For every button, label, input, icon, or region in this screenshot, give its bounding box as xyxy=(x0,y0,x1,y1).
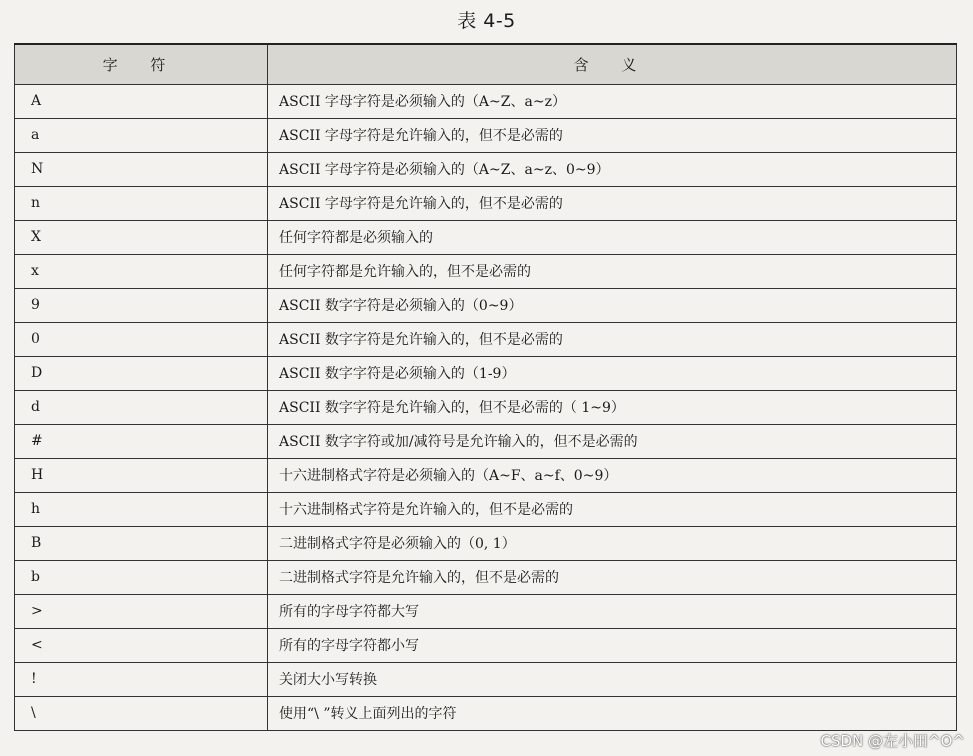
table-body xyxy=(15,84,957,730)
meaning-cell: ASCII 数字字符是允许输入的，但不是必需的 xyxy=(268,322,957,356)
character-cell: d xyxy=(15,390,268,424)
character-cell: ! xyxy=(15,662,268,696)
table-row xyxy=(15,84,957,118)
table-row xyxy=(15,254,957,288)
meaning-cell: ASCII 数字字符是必须输入的（0~9） xyxy=(268,288,957,322)
table-row xyxy=(15,152,957,186)
meaning-cell: ASCII 数字字符或加/减符号是允许输入的，但不是必需的 xyxy=(268,424,957,458)
character-cell: H xyxy=(15,458,268,492)
character-cell: < xyxy=(15,628,268,662)
character-cell: a xyxy=(15,118,268,152)
table-row xyxy=(15,424,957,458)
table-row xyxy=(15,220,957,254)
table-caption: 表 4-5 xyxy=(457,10,516,32)
table-row xyxy=(15,458,957,492)
character-cell: X xyxy=(15,220,268,254)
character-cell: 0 xyxy=(15,322,268,356)
character-cell: D xyxy=(15,356,268,390)
character-cell: > xyxy=(15,594,268,628)
character-cell: b xyxy=(15,560,268,594)
meaning-cell: 任何字符都是允许输入的，但不是必需的 xyxy=(268,254,957,288)
table-row xyxy=(15,288,957,322)
table-row xyxy=(15,322,957,356)
meaning-cell: 十六进制格式字符是必须输入的（A~F、a~f、0~9） xyxy=(268,458,957,492)
character-cell: x xyxy=(15,254,268,288)
character-cell: \ xyxy=(15,696,268,730)
meaning-cell: 关闭大小写转换 xyxy=(268,662,957,696)
table-row xyxy=(15,662,957,696)
table-row xyxy=(15,118,957,152)
table-row xyxy=(15,628,957,662)
character-cell: h xyxy=(15,492,268,526)
meaning-cell: ASCII 数字字符是必须输入的（1-9） xyxy=(268,356,957,390)
meaning-cell: 任何字符都是必须输入的 xyxy=(268,220,957,254)
meaning-cell: 使用“\ ”转义上面列出的字符 xyxy=(268,696,957,730)
header-meaning: 含 义 xyxy=(268,44,957,84)
header-row xyxy=(15,44,957,84)
character-cell: B xyxy=(15,526,268,560)
table-row xyxy=(15,356,957,390)
character-cell: N xyxy=(15,152,268,186)
meaning-cell: ASCII 字母字符是必须输入的（A~Z、a~z、0~9） xyxy=(268,152,957,186)
character-cell: A xyxy=(15,84,268,118)
table-row xyxy=(15,186,957,220)
meaning-cell: 所有的字母字符都大写 xyxy=(268,594,957,628)
table-row xyxy=(15,696,957,730)
table-row xyxy=(15,526,957,560)
meaning-cell: ASCII 数字字符是允许输入的，但不是必需的（ 1~9） xyxy=(268,390,957,424)
character-cell: 9 xyxy=(15,288,268,322)
table-row xyxy=(15,594,957,628)
table-row xyxy=(15,492,957,526)
table-row xyxy=(15,390,957,424)
character-cell: n xyxy=(15,186,268,220)
table-row xyxy=(15,560,957,594)
meaning-cell: ASCII 字母字符是允许输入的，但不是必需的 xyxy=(268,118,957,152)
meaning-cell: 所有的字母字符都小写 xyxy=(268,628,957,662)
meaning-cell: ASCII 字母字符是允许输入的，但不是必需的 xyxy=(268,186,957,220)
csdn-watermark: CSDN @左小田^O^ xyxy=(820,732,965,750)
table-header xyxy=(15,44,957,84)
meaning-cell: 十六进制格式字符是允许输入的，但不是必需的 xyxy=(268,492,957,526)
format-characters-table xyxy=(14,43,957,731)
character-cell: # xyxy=(15,424,268,458)
header-character: 字 符 xyxy=(15,44,268,84)
meaning-cell: ASCII 字母字符是必须输入的（A~Z、a~z） xyxy=(268,84,957,118)
meaning-cell: 二进制格式字符是允许输入的，但不是必需的 xyxy=(268,560,957,594)
meaning-cell: 二进制格式字符是必须输入的（0, 1） xyxy=(268,526,957,560)
